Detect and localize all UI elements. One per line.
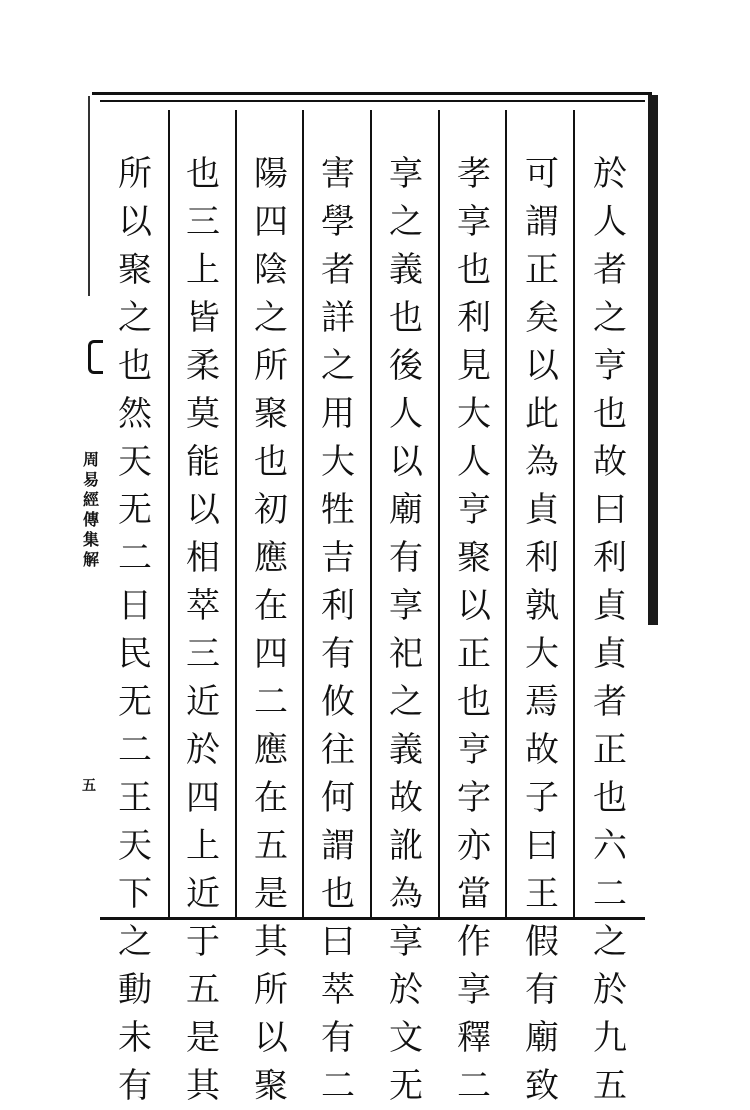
character: 无: [118, 682, 152, 722]
fishtail-mark: [88, 340, 103, 374]
character: 學: [321, 202, 355, 242]
character: 孰: [525, 586, 559, 626]
character: 二: [457, 1066, 491, 1106]
character: 作: [457, 922, 491, 962]
character: 其: [186, 1066, 220, 1106]
character: 應: [254, 538, 288, 578]
character: 大: [525, 634, 559, 674]
character: 六: [593, 826, 627, 866]
character: 然: [118, 394, 152, 434]
character: 享: [457, 970, 491, 1010]
character: 貞: [525, 490, 559, 530]
character: 矣: [525, 298, 559, 338]
character: 者: [593, 250, 627, 290]
character: 往: [321, 730, 355, 770]
character: 以: [186, 490, 220, 530]
character: 在: [254, 778, 288, 818]
character: 所: [254, 346, 288, 386]
character: 此: [525, 394, 559, 434]
character: 二: [593, 874, 627, 914]
character: 釋: [457, 1018, 491, 1058]
character: 是: [254, 874, 288, 914]
character: 萃: [321, 970, 355, 1010]
text-column: [310, 150, 366, 1110]
character: 為: [525, 442, 559, 482]
character: 陰: [254, 250, 288, 290]
character: 後: [389, 346, 423, 386]
character: 以: [254, 1018, 288, 1058]
character: 王: [525, 874, 559, 914]
character: 以: [118, 202, 152, 242]
character: 為: [389, 874, 423, 914]
character: 動: [118, 970, 152, 1010]
character: 人: [593, 202, 627, 242]
column-divider: [168, 110, 170, 920]
character: 廟: [389, 490, 423, 530]
character: 三: [186, 202, 220, 242]
column-divider: [302, 110, 304, 920]
character: 亨: [593, 346, 627, 386]
column-divider: [573, 110, 575, 920]
character: 初: [254, 490, 288, 530]
character: 之: [254, 298, 288, 338]
character: 亨: [457, 730, 491, 770]
character: 攸: [321, 682, 355, 722]
character: 之: [389, 682, 423, 722]
title-character: 集: [82, 530, 99, 549]
character: 牲: [321, 490, 355, 530]
character: 四: [254, 202, 288, 242]
character: 聚: [457, 538, 491, 578]
character: 利: [321, 586, 355, 626]
character: 祀: [389, 634, 423, 674]
character: 致: [525, 1066, 559, 1106]
character: 下: [118, 874, 152, 914]
character: 也: [389, 298, 423, 338]
character: 害: [321, 154, 355, 194]
character: 亦: [457, 826, 491, 866]
character: 利: [457, 298, 491, 338]
character: 五: [593, 1066, 627, 1106]
column-divider: [438, 110, 440, 920]
column-divider: [505, 110, 507, 920]
title-character: 周: [82, 450, 99, 469]
character: 是: [186, 1018, 220, 1058]
character: 於: [389, 970, 423, 1010]
character: 也: [186, 154, 220, 194]
character: 四: [254, 634, 288, 674]
character: 以: [457, 586, 491, 626]
character: 也: [118, 346, 152, 386]
character: 有: [321, 1018, 355, 1058]
character: 正: [593, 730, 627, 770]
character: 民: [118, 634, 152, 674]
character: 謂: [321, 826, 355, 866]
character: 于: [186, 922, 220, 962]
character: 之: [593, 922, 627, 962]
character: 人: [389, 394, 423, 434]
page-number: 五: [82, 778, 96, 794]
character: 假: [525, 922, 559, 962]
character: 陽: [254, 154, 288, 194]
character: 有: [118, 1066, 152, 1106]
character: 故: [593, 442, 627, 482]
character: 在: [254, 586, 288, 626]
character: 二: [254, 682, 288, 722]
character: 有: [321, 634, 355, 674]
character: 當: [457, 874, 491, 914]
character: 天: [118, 826, 152, 866]
character: 享: [389, 922, 423, 962]
character: 也: [321, 874, 355, 914]
character: 曰: [593, 490, 627, 530]
character: 者: [593, 682, 627, 722]
text-column: [582, 150, 638, 1110]
character: 能: [186, 442, 220, 482]
character: 皆: [186, 298, 220, 338]
character: 者: [321, 250, 355, 290]
character: 之: [321, 346, 355, 386]
character: 之: [389, 202, 423, 242]
character: 之: [118, 922, 152, 962]
character: 享: [457, 202, 491, 242]
gutter-fold-line: [88, 96, 102, 296]
text-column: [446, 150, 502, 1110]
character: 上: [186, 826, 220, 866]
character: 聚: [118, 250, 152, 290]
character: 萃: [186, 586, 220, 626]
character: 近: [186, 682, 220, 722]
character: 訛: [389, 826, 423, 866]
character: 人: [457, 442, 491, 482]
character: 利: [593, 538, 627, 578]
character: 用: [321, 394, 355, 434]
character: 於: [593, 970, 627, 1010]
character: 以: [525, 346, 559, 386]
character: 四: [186, 778, 220, 818]
character: 日: [118, 586, 152, 626]
text-column: [175, 150, 231, 1110]
book-title: [80, 450, 102, 570]
column-divider: [235, 110, 237, 920]
text-column: [243, 150, 299, 1110]
character: 也: [593, 394, 627, 434]
character: 故: [525, 730, 559, 770]
title-character: 易: [82, 470, 99, 489]
character: 詳: [321, 298, 355, 338]
character: 相: [186, 538, 220, 578]
character: 貞: [593, 586, 627, 626]
character: 二: [321, 1066, 355, 1106]
character: 王: [118, 778, 152, 818]
character: 三: [186, 634, 220, 674]
text-column: [378, 150, 434, 1110]
character: 貞: [593, 634, 627, 674]
character: 何: [321, 778, 355, 818]
character: 聚: [254, 1066, 288, 1106]
character: 之: [593, 298, 627, 338]
character: 也: [457, 682, 491, 722]
character: 所: [118, 154, 152, 194]
character: 柔: [186, 346, 220, 386]
character: 吉: [321, 538, 355, 578]
character: 可: [525, 154, 559, 194]
character: 聚: [254, 394, 288, 434]
character: 也: [457, 250, 491, 290]
character: 未: [118, 1018, 152, 1058]
character: 曰: [525, 826, 559, 866]
character: 亨: [457, 490, 491, 530]
character: 也: [254, 442, 288, 482]
character: 九: [593, 1018, 627, 1058]
character: 其: [254, 922, 288, 962]
character: 无: [389, 1066, 423, 1106]
character: 近: [186, 874, 220, 914]
character: 五: [186, 970, 220, 1010]
character: 子: [525, 778, 559, 818]
character: 之: [118, 298, 152, 338]
column-divider: [370, 110, 372, 920]
character: 孝: [457, 154, 491, 194]
character: 无: [118, 490, 152, 530]
title-character: 經: [82, 490, 99, 509]
character: 應: [254, 730, 288, 770]
character: 字: [457, 778, 491, 818]
character: 故: [389, 778, 423, 818]
character: 上: [186, 250, 220, 290]
character: 二: [118, 730, 152, 770]
character: 文: [389, 1018, 423, 1058]
character: 曰: [321, 922, 355, 962]
character: 義: [389, 730, 423, 770]
title-character: 傳: [82, 510, 99, 529]
title-character: 解: [82, 550, 99, 569]
character: 正: [457, 634, 491, 674]
character: 見: [457, 346, 491, 386]
text-column: [107, 150, 163, 1110]
character: 享: [389, 154, 423, 194]
character: 謂: [525, 202, 559, 242]
character: 莫: [186, 394, 220, 434]
text-column: [514, 150, 570, 1110]
character: 利: [525, 538, 559, 578]
character: 義: [389, 250, 423, 290]
character: 有: [525, 970, 559, 1010]
character: 於: [186, 730, 220, 770]
character: 以: [389, 442, 423, 482]
character: 廟: [525, 1018, 559, 1058]
character: 大: [457, 394, 491, 434]
character: 大: [321, 442, 355, 482]
character: 焉: [525, 682, 559, 722]
character: 所: [254, 970, 288, 1010]
character: 享: [389, 586, 423, 626]
character: 天: [118, 442, 152, 482]
character: 有: [389, 538, 423, 578]
character: 正: [525, 250, 559, 290]
character: 也: [593, 778, 627, 818]
character: 於: [593, 154, 627, 194]
character: 五: [254, 826, 288, 866]
character: 二: [118, 538, 152, 578]
